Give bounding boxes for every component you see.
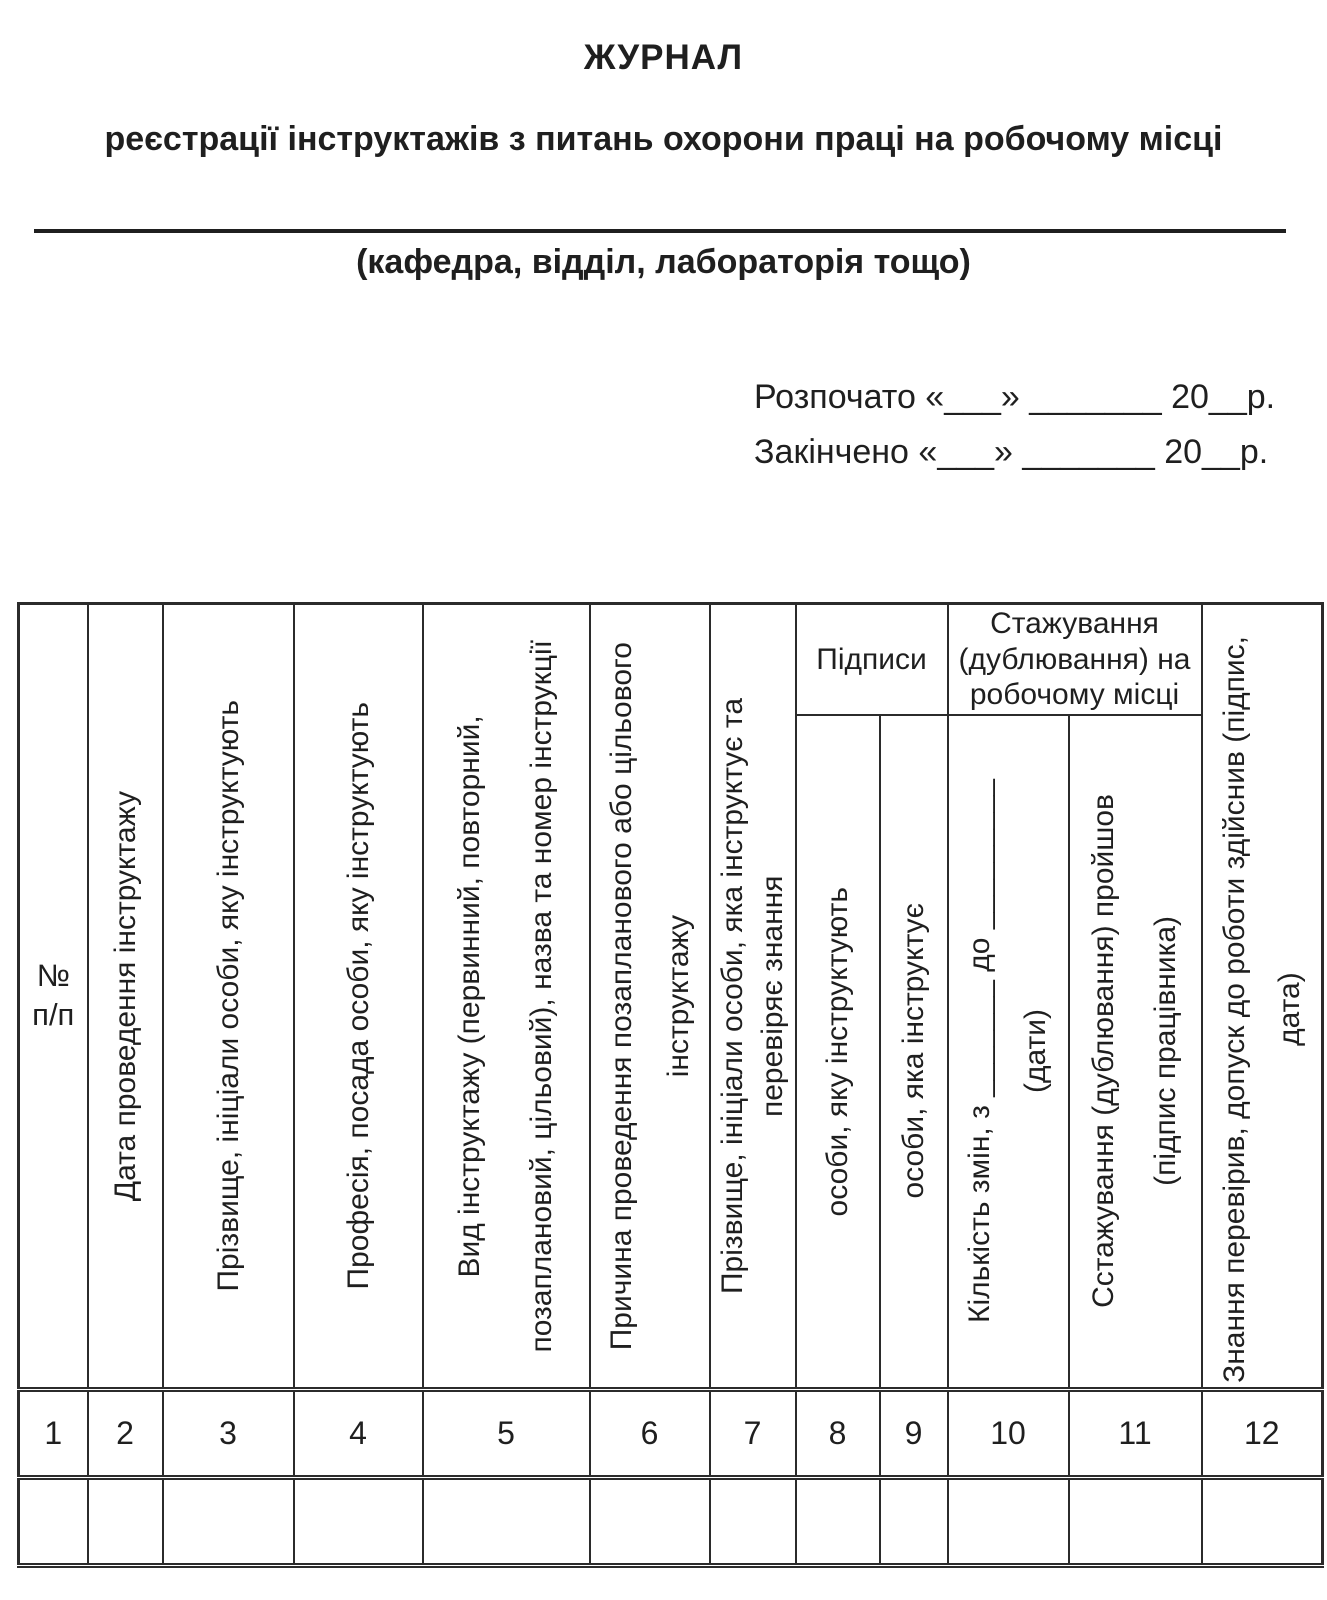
empty-cell <box>1202 1478 1323 1566</box>
department-underline <box>34 229 1286 233</box>
empty-cell <box>19 1478 88 1566</box>
empty-cell <box>163 1478 294 1566</box>
column-number-9: 9 <box>880 1390 948 1478</box>
col-header-name-instructor: Прізвище, ініціали особи, яка інструктує та перевіряє знання <box>710 604 796 1390</box>
column-number-8: 8 <box>796 1390 880 1478</box>
document-title: ЖУРНАЛ <box>583 38 744 77</box>
column-number-3: 3 <box>163 1390 294 1478</box>
finished-line: Закінчено «___» _______ 20__р. <box>754 433 1269 471</box>
col-header-sig-instructor: особи, яка інструктує <box>880 715 948 1390</box>
empty-cell <box>948 1478 1069 1566</box>
column-numbers-row <box>19 1390 1323 1478</box>
empty-cell <box>710 1478 796 1566</box>
started-line: Розпочато «___» _______ 20__р. <box>754 378 1276 416</box>
empty-cell <box>590 1478 710 1566</box>
col-header-sig-instructed: особи, яку інструктують <box>796 715 880 1390</box>
col-header-shifts: Кількість змін, з _______ до _________ (дати) <box>948 715 1069 1390</box>
journal-table <box>17 602 1324 1568</box>
col-header-date: Дата проведення інструктажу <box>88 604 163 1390</box>
group-header-signatures: Підписи <box>796 604 948 715</box>
column-number-7: 7 <box>710 1390 796 1478</box>
empty-entry-row <box>19 1478 1323 1566</box>
column-number-2: 2 <box>88 1390 163 1478</box>
col-header-name-instructed: Прізвище, ініціали особи, яку інструктують <box>163 604 294 1390</box>
empty-cell <box>88 1478 163 1566</box>
column-number-1: 1 <box>19 1390 88 1478</box>
col-header-internship-passed: Сстажування (дублювання) пройшов (підпис працівника) <box>1069 715 1202 1390</box>
document-subtitle: реєстрації інструктажів з питань охорони праці на робочому місці <box>104 120 1223 158</box>
column-number-10: 10 <box>948 1390 1069 1478</box>
journal-dates-block <box>754 370 1275 480</box>
empty-cell <box>796 1478 880 1566</box>
column-number-5: 5 <box>423 1390 590 1478</box>
num-header-line2: п/п <box>32 997 75 1032</box>
empty-cell <box>423 1478 590 1566</box>
column-number-11: 11 <box>1069 1390 1202 1478</box>
empty-cell <box>1069 1478 1202 1566</box>
col-header-profession: Професія, посада особи, яку інструктують <box>294 604 423 1390</box>
col-header-knowledge-check: Знання перевірив, допуск до роботи здійснив (підпис, дата) <box>1202 604 1323 1390</box>
empty-cell <box>294 1478 423 1566</box>
num-header-line1: № <box>36 958 70 994</box>
col-header-num <box>19 604 88 1390</box>
department-caption: (кафедра, відділ, лабораторія тощо) <box>356 243 971 281</box>
column-number-4: 4 <box>294 1390 423 1478</box>
col-header-instruction-type: Вид інструктажу (первинний, повторний, позаплановий, цільовий), назва та номер інструкції <box>423 604 590 1390</box>
column-number-12: 12 <box>1202 1390 1323 1478</box>
group-header-internship: Стажування (дублювання) на робочому місці <box>948 604 1202 715</box>
col-header-reason: Причина проведення позапланового або цільового інструктажу <box>590 604 710 1390</box>
empty-cell <box>880 1478 948 1566</box>
header-row-group <box>19 604 1323 715</box>
column-number-6: 6 <box>590 1390 710 1478</box>
